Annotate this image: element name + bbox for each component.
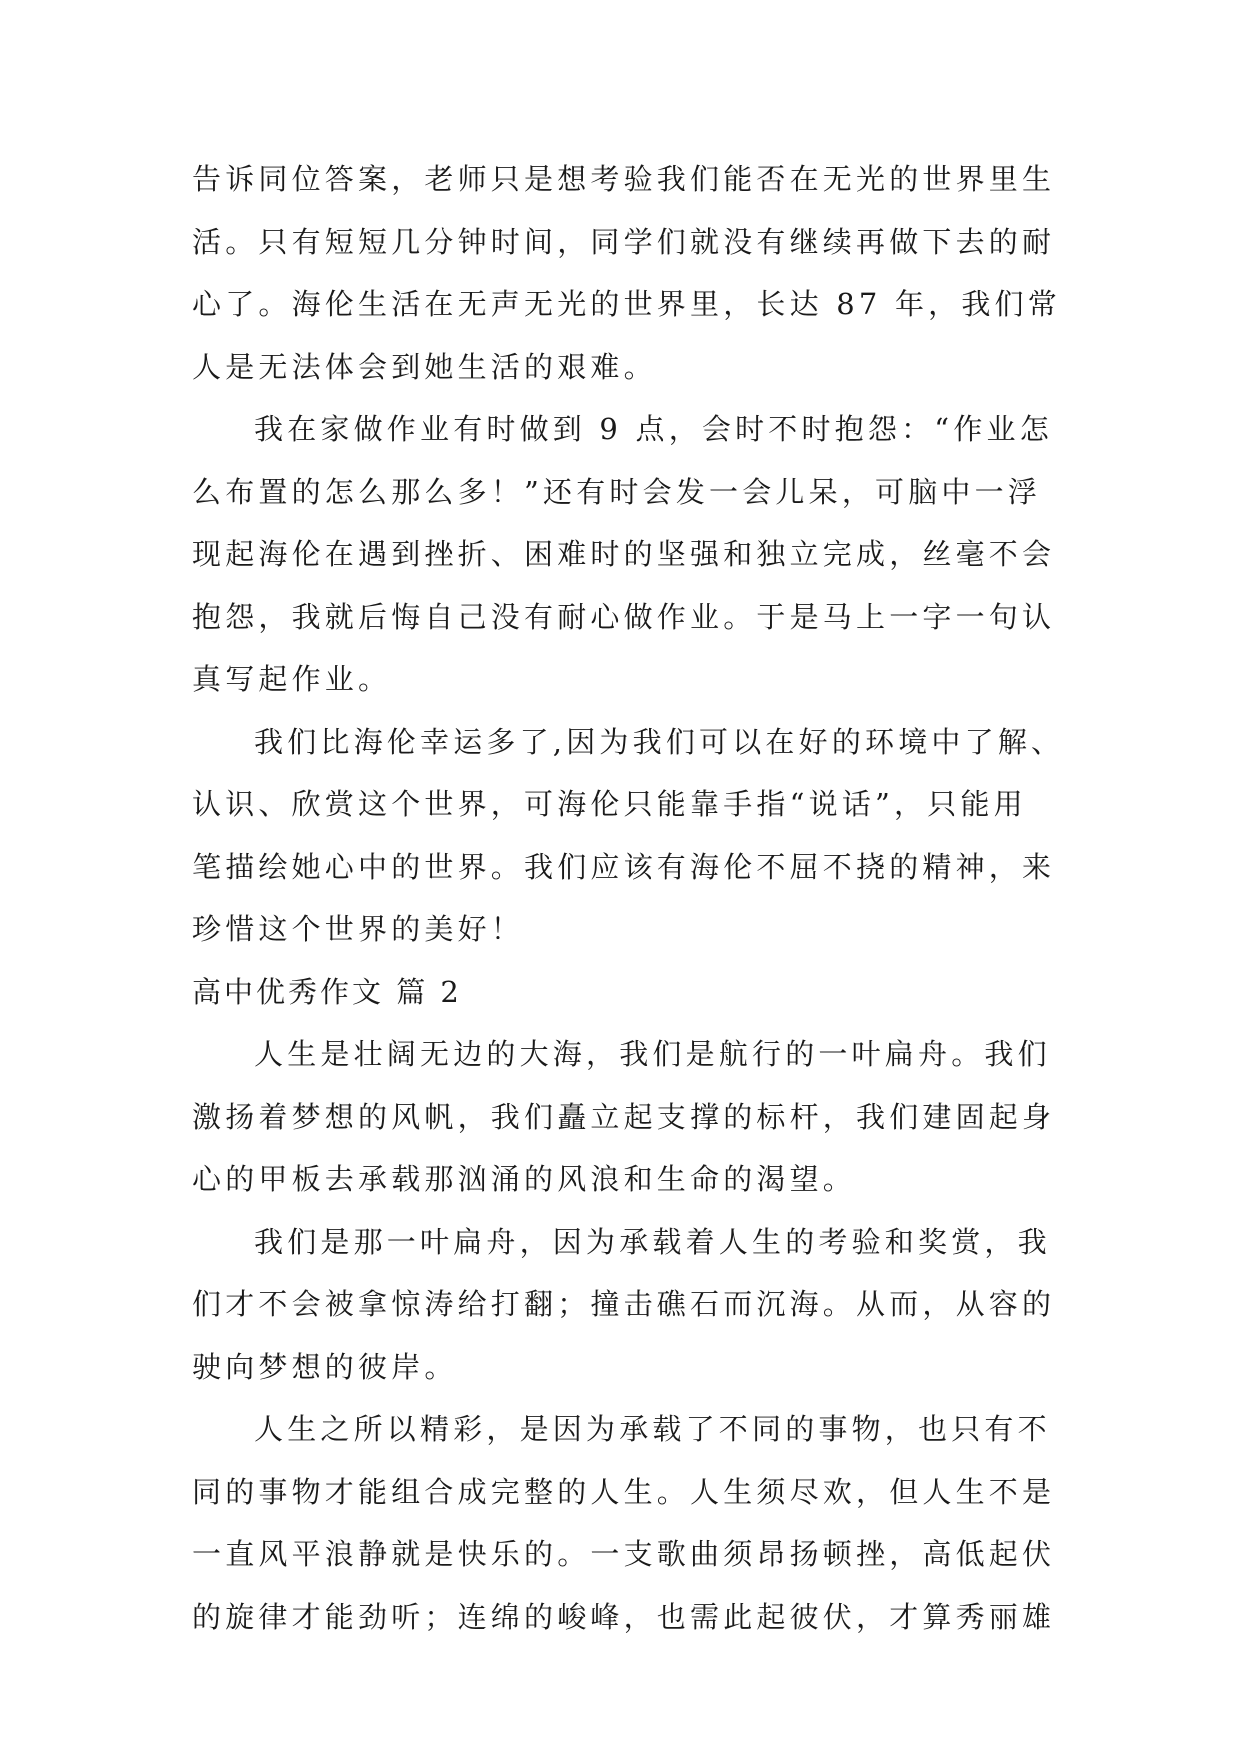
text-line: 激扬着梦想的风帆，我们矗立起支撑的标杆，我们建固起身 — [192, 1099, 1056, 1134]
text-line: 现起海伦在遇到挫折、困难时的坚强和独立完成，丝毫不会 — [192, 537, 1056, 571]
text-line: 真写起作业。 — [192, 662, 392, 696]
section-heading: 高中优秀作文 篇 2 — [192, 974, 462, 1009]
essay-body — [192, 148, 1065, 1648]
text-line: 珍惜这个世界的美好！ — [192, 912, 525, 946]
text-line: 的旋律才能劲听；连绵的峻峰，也需此起彼伏，才算秀丽雄 — [192, 1599, 1056, 1634]
text-line: 抱怨，我就后悔自己没有耐心做作业。于是马上一字一句认 — [192, 599, 1056, 634]
text-line: 们才不会被拿惊涛给打翻；撞击礁石而沉海。从而，从容的 — [192, 1287, 1056, 1321]
text-line: 我们是那一叶扁舟，因为承载着人生的考验和奖赏，我 — [254, 1224, 1051, 1259]
text-line: 人生是壮阔无边的大海，我们是航行的一叶扁舟。我们 — [254, 1037, 1051, 1071]
text-line: 人生之所以精彩，是因为承载了不同的事物，也只有不 — [254, 1412, 1051, 1446]
text-line: 心了。海伦生活在无声无光的世界里，长达 87 年，我们常 — [192, 287, 1061, 321]
text-line: 么布置的怎么那么多！”还有时会发一会儿呆，可脑中一浮 — [192, 474, 1042, 509]
text-line: 心的甲板去承载那汹涌的风浪和生命的渴望。 — [192, 1162, 857, 1196]
text-line: 一直风平浪静就是快乐的。一支歌曲须昂扬顿挫，高低起伏 — [192, 1537, 1056, 1571]
text-line: 我在家做作业有时做到 9 点，会时不时抱怨：“作业怎 — [254, 412, 1053, 446]
text-line: 告诉同位答案，老师只是想考验我们能否在无光的世界里生 — [192, 162, 1056, 196]
text-line: 人是无法体会到她生活的艰难。 — [192, 349, 657, 384]
text-line: 活。只有短短几分钟时间，同学们就没有继续再做下去的耐 — [192, 224, 1056, 259]
text-line: 我们比海伦幸运多了,因为我们可以在好的环境中了解、 — [254, 724, 1065, 759]
text-line: 笔描绘她心中的世界。我们应该有海伦不屈不挠的精神，来 — [192, 849, 1056, 884]
text-line: 认识、欣赏这个世界，可海伦只能靠手指“说话”，只能用 — [192, 787, 1027, 821]
text-line: 驶向梦想的彼岸。 — [192, 1349, 458, 1384]
text-line: 同的事物才能组合成完整的人生。人生须尽欢，但人生不是 — [192, 1474, 1056, 1509]
